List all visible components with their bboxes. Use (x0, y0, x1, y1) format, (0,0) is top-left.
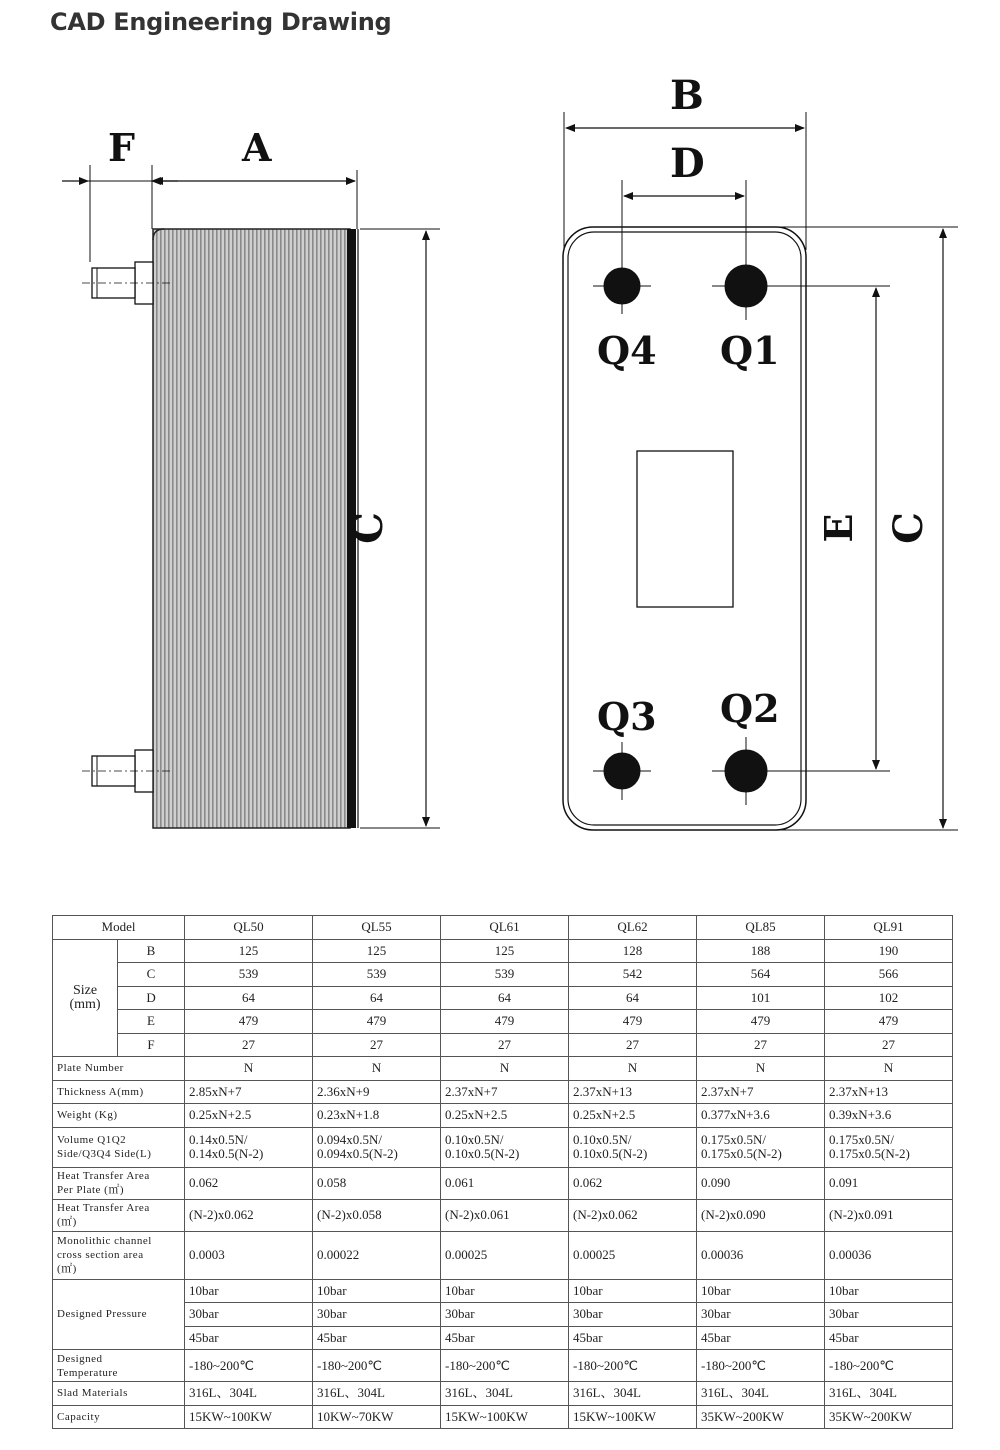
table-row-volume (53, 1127, 953, 1167)
table-cell: 125 (185, 939, 313, 963)
table-cell: 479 (313, 1010, 441, 1034)
row-label-line: Designed (57, 1352, 103, 1365)
table-cell: 0.25xN+2.5 (441, 1104, 569, 1128)
model-cell: QL55 (313, 916, 441, 940)
table-cell: 0.25xN+2.5 (569, 1104, 697, 1128)
dim-label-b: B (670, 72, 704, 119)
table-cell: 316L、304L (441, 1382, 569, 1406)
row-label-line: cross section area (57, 1249, 144, 1261)
table-cell: 125 (441, 939, 569, 963)
table-row-size-d (53, 986, 953, 1010)
table-row-model (53, 916, 953, 940)
row-label-line: Side/Q3Q4 Side(L) (57, 1148, 152, 1160)
table-cell: 2.36xN+9 (313, 1080, 441, 1104)
size-label-line1: Size (72, 982, 98, 998)
table-cell: -180~200℃ (313, 1350, 441, 1382)
table-cell: 0.062 (569, 1167, 697, 1199)
table-cell: 128 (569, 939, 697, 963)
table-cell: 0.00022 (313, 1231, 441, 1279)
table-cell: 45bar (825, 1326, 953, 1350)
cell-line: 0.175x0.5(N-2) (829, 1146, 910, 1161)
table-cell: 27 (441, 1033, 569, 1057)
table-cell: 0.00025 (441, 1231, 569, 1279)
table-cell: 27 (185, 1033, 313, 1057)
table-row-plate-number (53, 1057, 953, 1081)
table-row-size-c (53, 963, 953, 987)
cell-line: 0.10x0.5N/ (573, 1132, 632, 1147)
size-key: F (118, 1033, 185, 1057)
row-label-line: Heat Transfer Area (57, 1170, 150, 1182)
table-cell: (N-2)x0.058 (313, 1199, 441, 1231)
row-label: Weight (Kg) (53, 1104, 185, 1128)
table-cell: 566 (825, 963, 953, 987)
table-cell: 10bar (185, 1279, 313, 1303)
table-cell: 316L、304L (185, 1382, 313, 1406)
cell-line: 0.10x0.5(N-2) (445, 1146, 520, 1161)
port-label-q4: Q4 (597, 328, 657, 373)
table-cell: 479 (697, 1010, 825, 1034)
side-view (62, 165, 440, 828)
table-cell: 0.058 (313, 1167, 441, 1199)
table-cell (825, 1127, 953, 1167)
cell-line: 0.175x0.5(N-2) (701, 1146, 782, 1161)
table-cell (569, 1127, 697, 1167)
dim-label-c-front: C (885, 512, 932, 544)
table-cell: 316L、304L (697, 1382, 825, 1406)
table-cell: -180~200℃ (441, 1350, 569, 1382)
table-cell: 27 (569, 1033, 697, 1057)
row-label: Slad Materials (53, 1382, 185, 1406)
row-label: Capacity (53, 1405, 185, 1429)
table-cell: 45bar (569, 1326, 697, 1350)
table-row-pressure-45 (53, 1326, 953, 1350)
dim-label-e: E (816, 513, 861, 543)
cell-line: 0.094x0.5(N-2) (317, 1146, 398, 1161)
table-cell: 30bar (313, 1303, 441, 1327)
table-cell: 27 (825, 1033, 953, 1057)
table-row-hta (53, 1199, 953, 1231)
table-cell (185, 1127, 313, 1167)
row-label (53, 1231, 185, 1279)
row-label-line: Volume Q1Q2 (57, 1134, 127, 1146)
table-cell: 2.85xN+7 (185, 1080, 313, 1104)
table-cell: (N-2)x0.062 (569, 1199, 697, 1231)
table-cell: 45bar (697, 1326, 825, 1350)
row-label (53, 1167, 185, 1199)
table-cell: 316L、304L (313, 1382, 441, 1406)
table-cell: 0.090 (697, 1167, 825, 1199)
row-label-line: (㎡) (57, 1216, 77, 1228)
page-title: CAD Engineering Drawing (50, 8, 392, 36)
table-cell: 0.0003 (185, 1231, 313, 1279)
table-cell: 30bar (569, 1303, 697, 1327)
table-row-pressure-10 (53, 1279, 953, 1303)
table-cell: 479 (569, 1010, 697, 1034)
dim-label-a: A (242, 125, 272, 170)
table-cell: 2.37xN+13 (825, 1080, 953, 1104)
table-cell: 102 (825, 986, 953, 1010)
table-cell: (N-2)x0.090 (697, 1199, 825, 1231)
table-cell: 30bar (441, 1303, 569, 1327)
table-row-capacity (53, 1405, 953, 1429)
cad-drawing (0, 50, 1000, 850)
cell-line: 0.14x0.5N/ (189, 1132, 248, 1147)
table-cell: 2.37xN+7 (441, 1080, 569, 1104)
table-cell: 0.25xN+2.5 (185, 1104, 313, 1128)
table-cell: 2.37xN+7 (697, 1080, 825, 1104)
table-cell: 190 (825, 939, 953, 963)
table-cell: 0.091 (825, 1167, 953, 1199)
table-cell: 10bar (697, 1279, 825, 1303)
table-cell: (N-2)x0.091 (825, 1199, 953, 1231)
table-row-size-b (53, 939, 953, 963)
table-cell: 10KW~70KW (313, 1405, 441, 1429)
table-cell: 479 (825, 1010, 953, 1034)
table-cell: (N-2)x0.062 (185, 1199, 313, 1231)
label-window (637, 451, 733, 607)
row-label: Plate Number (53, 1057, 185, 1081)
table-cell: 64 (185, 986, 313, 1010)
table-cell: 15KW~100KW (569, 1405, 697, 1429)
table-cell: 188 (697, 939, 825, 963)
table-cell: 45bar (185, 1326, 313, 1350)
model-label: Model (53, 916, 185, 940)
cell-line: 0.175x0.5N/ (701, 1132, 767, 1147)
table-cell: 30bar (825, 1303, 953, 1327)
table-cell: 64 (313, 986, 441, 1010)
table-cell: 479 (441, 1010, 569, 1034)
dim-label-d: D (670, 140, 705, 187)
table-row-mono (53, 1231, 953, 1279)
table-cell: 0.00036 (697, 1231, 825, 1279)
table-cell: 30bar (185, 1303, 313, 1327)
row-label: Designed Pressure (53, 1279, 185, 1350)
row-label (53, 1127, 185, 1167)
table-cell: 15KW~100KW (185, 1405, 313, 1429)
table-cell: 0.377xN+3.6 (697, 1104, 825, 1128)
table-cell: 564 (697, 963, 825, 987)
table-cell: 30bar (697, 1303, 825, 1327)
table-cell: 316L、304L (569, 1382, 697, 1406)
table-row-size-e (53, 1010, 953, 1034)
table-cell (441, 1127, 569, 1167)
table-cell: -180~200℃ (569, 1350, 697, 1382)
table-cell: 64 (569, 986, 697, 1010)
table-row-pressure-30 (53, 1303, 953, 1327)
cell-line: 0.094x0.5N/ (317, 1132, 383, 1147)
row-label-line: Monolithic channel (57, 1235, 152, 1247)
table-cell: 539 (313, 963, 441, 987)
dim-label-c-side: C (345, 512, 392, 544)
table-row-weight (53, 1104, 953, 1128)
model-cell: QL91 (825, 916, 953, 940)
model-cell: QL61 (441, 916, 569, 940)
table-cell: -180~200℃ (697, 1350, 825, 1382)
row-label: Thickness A(mm) (53, 1080, 185, 1104)
table-cell: 316L、304L (825, 1382, 953, 1406)
table-cell: 45bar (313, 1326, 441, 1350)
cell-line: 0.10x0.5N/ (445, 1132, 504, 1147)
table-cell: 101 (697, 986, 825, 1010)
size-key: E (118, 1010, 185, 1034)
row-label-line: Temperature (57, 1366, 118, 1379)
model-cell: QL85 (697, 916, 825, 940)
table-cell: 0.00036 (825, 1231, 953, 1279)
table-cell (697, 1127, 825, 1167)
table-cell: 539 (185, 963, 313, 987)
table-cell: N (313, 1057, 441, 1081)
row-label-line: (㎡) (57, 1263, 77, 1275)
table-cell: 10bar (825, 1279, 953, 1303)
table-cell: 479 (185, 1010, 313, 1034)
dim-label-f: F (108, 125, 135, 170)
size-key: B (118, 939, 185, 963)
table-cell: 27 (313, 1033, 441, 1057)
port-label-q1: Q1 (720, 328, 780, 373)
size-label (53, 939, 118, 1057)
table-cell: N (825, 1057, 953, 1081)
row-label-line: Per Plate (㎡) (57, 1184, 124, 1196)
table-row-thickness (53, 1080, 953, 1104)
table-cell: N (185, 1057, 313, 1081)
table-cell: 10bar (569, 1279, 697, 1303)
table-cell: 0.39xN+3.6 (825, 1104, 953, 1128)
row-label (53, 1199, 185, 1231)
cell-line: 0.175x0.5N/ (829, 1132, 895, 1147)
table-row-temperature (53, 1350, 953, 1382)
table-cell: 0.23xN+1.8 (313, 1104, 441, 1128)
table-cell: 0.00025 (569, 1231, 697, 1279)
table-cell: 542 (569, 963, 697, 987)
table-row-size-f (53, 1033, 953, 1057)
table-cell (313, 1127, 441, 1167)
size-key: C (118, 963, 185, 987)
cell-line: 0.10x0.5(N-2) (573, 1146, 648, 1161)
table-cell: 125 (313, 939, 441, 963)
table-cell: 27 (697, 1033, 825, 1057)
port-label-q2: Q2 (720, 686, 780, 731)
cell-line: 0.14x0.5(N-2) (189, 1146, 264, 1161)
table-cell: 64 (441, 986, 569, 1010)
table-cell: (N-2)x0.061 (441, 1199, 569, 1231)
table-cell: 10bar (313, 1279, 441, 1303)
table-cell: 35KW~200KW (697, 1405, 825, 1429)
table-row-materials (53, 1382, 953, 1406)
table-cell: N (569, 1057, 697, 1081)
table-cell: -180~200℃ (825, 1350, 953, 1382)
row-label-line: Heat Transfer Area (57, 1202, 150, 1214)
table-cell: 539 (441, 963, 569, 987)
table-cell: N (697, 1057, 825, 1081)
size-label-line2: (mm) (69, 996, 101, 1012)
model-cell: QL62 (569, 916, 697, 940)
spec-table (52, 915, 953, 1429)
table-cell: N (441, 1057, 569, 1081)
row-label (53, 1350, 185, 1382)
table-cell: 2.37xN+13 (569, 1080, 697, 1104)
table-row-hta-plate (53, 1167, 953, 1199)
model-cell: QL50 (185, 916, 313, 940)
port-label-q3: Q3 (597, 694, 657, 739)
table-cell: 45bar (441, 1326, 569, 1350)
table-cell: 0.062 (185, 1167, 313, 1199)
table-cell: 0.061 (441, 1167, 569, 1199)
plate-pack (153, 229, 350, 828)
table-cell: 10bar (441, 1279, 569, 1303)
size-key: D (118, 986, 185, 1010)
table-cell: -180~200℃ (185, 1350, 313, 1382)
table-cell: 35KW~200KW (825, 1405, 953, 1429)
table-cell: 15KW~100KW (441, 1405, 569, 1429)
